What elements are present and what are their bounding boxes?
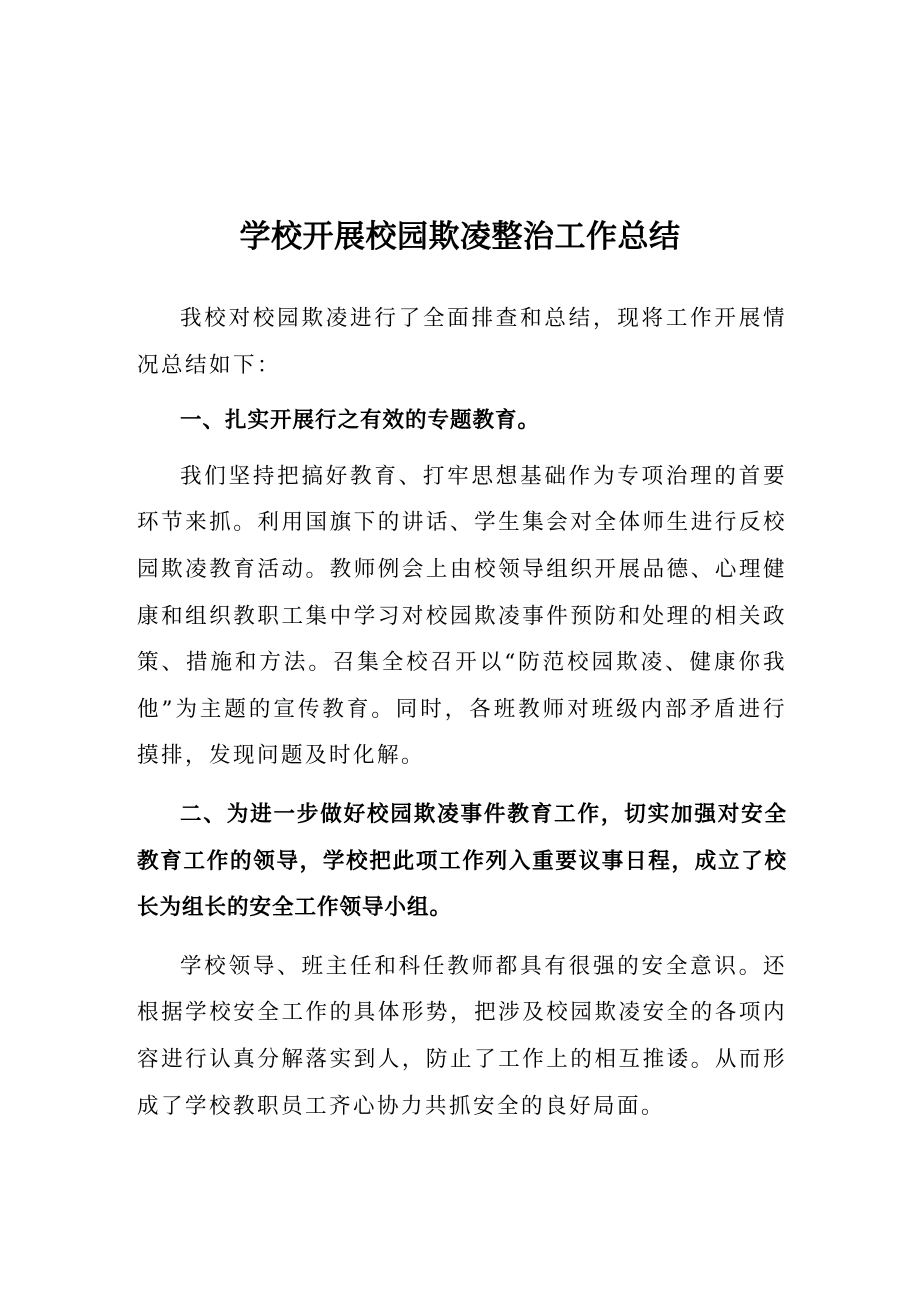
- spacer: [137, 445, 787, 454]
- section-1-heading: 一、扎实开展行之有效的专题教育。: [180, 408, 541, 434]
- section-2-heading: 二、为进一步做好校园欺凌事件教育工作，切实加强对安全教育工作的领导，学校把此项工作列入重要议事日程，成立了校长为组长的安全工作领导小组。: [137, 801, 787, 921]
- section-2-paragraph: 学校领导、班主任和科任教师都具有很强的安全意识。还根据学校安全工作的具体形势，把涉及校园欺凌安全的各项内容进行认真分解落实到人，防止了工作上的相互推诿。从而形成了学校教职员工齐心协力共抓安全的良好局面。: [137, 953, 787, 1119]
- page-title: 学校开展校园欺凌整治工作总结: [239, 219, 681, 255]
- spacer: [137, 780, 787, 792]
- spacer: [137, 389, 787, 398]
- section-1-paragraph: 我们坚持把搞好教育、打牢思想基础作为专项治理的首要环节来抓。利用国旗下的讲话、学生集会对全体师生进行反校园欺凌教育活动。教师例会上由校领导组织开展品德、心理健康和组织教职工集中学习对校园欺凌事件预防和处理的相关政策、措施和方法。召集全校召开以“防范校园欺凌、健康你我他”为主题的宣传教育。同时，各班教师对班级内部矛盾进行摸排，发现问题及时化解。: [137, 463, 787, 769]
- intro-paragraph: 我校对校园欺凌进行了全面排查和总结，现将工作开展情况总结如下：: [137, 306, 787, 378]
- spacer: [137, 932, 787, 944]
- document-body: [137, 296, 787, 1130]
